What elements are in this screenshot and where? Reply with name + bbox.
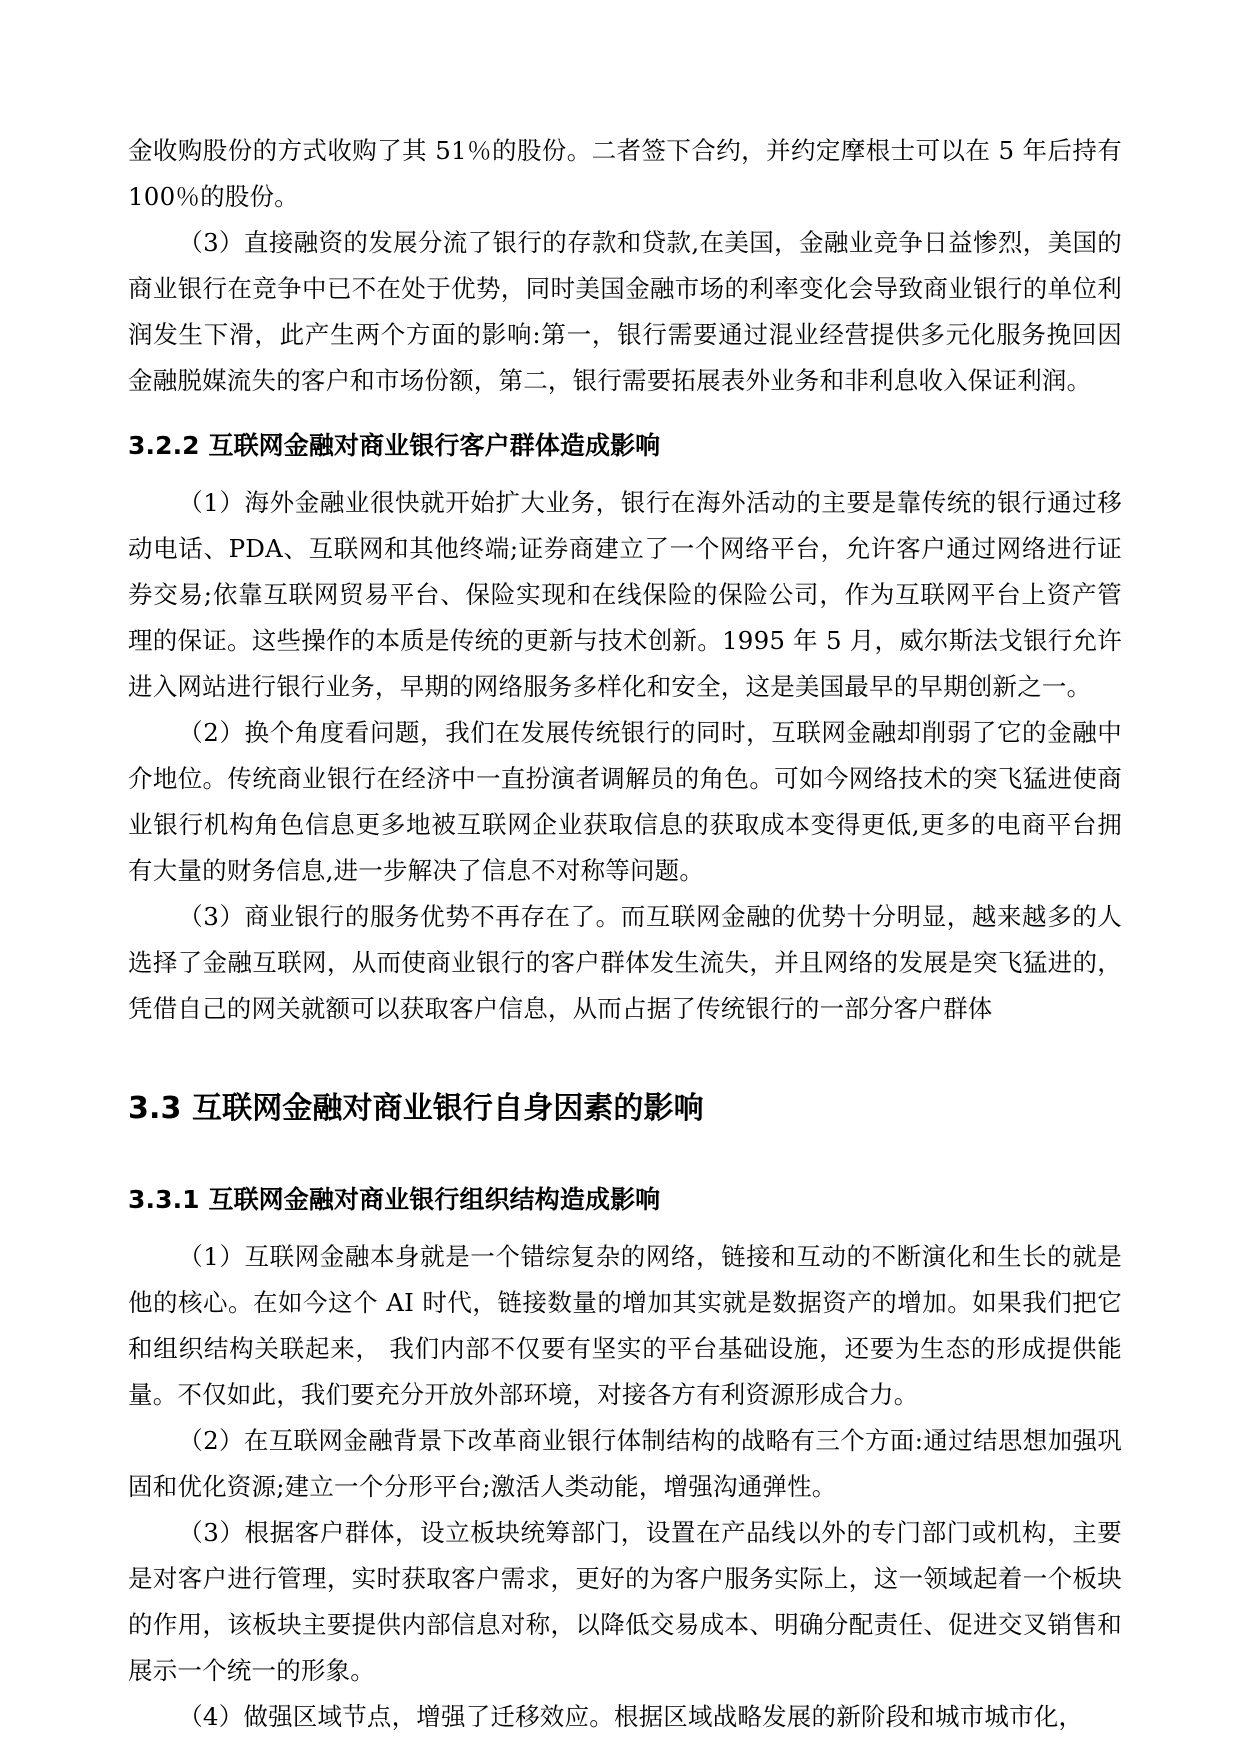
document-body	[128, 128, 1122, 1740]
spacer-after-heading-3-3-1	[128, 1220, 1122, 1234]
paragraph-3-3-1-item-4: （4）做强区域节点，增强了迁移效应。根据区域战略发展的新阶段和城市城市化，	[178, 1702, 1084, 1731]
heading-3-3: 3.3 互联网金融对商业银行自身因素的影响	[128, 1091, 704, 1126]
spacer-before-heading-3-3	[128, 1032, 1122, 1086]
paragraph-3-3-1-item-2: （2）在互联网金融背景下改革商业银行体制结构的战略有三个方面:通过结思想加强巩固和优化资源;建立一个分形平台;激活人类动能，增强沟通弹性。	[128, 1426, 1122, 1501]
paragraph-3-3-1-item-3: （3）根据客户群体，设立板块统筹部门，设置在产品线以外的专门部门或机构，主要是对客户进行管理，实时获取客户需求，更好的为客户服务实际上，这一领域起着一个板块的作用，该板块主要提供内部信息对称，以降低交易成本、明确分配责任、促进交叉销售和展示一个统一的形象。	[128, 1518, 1122, 1685]
heading-3-2-2: 3.2.2 互联网金融对商业银行客户群体造成影响	[128, 431, 661, 460]
paragraph-continued: 金收购股份的方式收购了其 51％的股份。二者签下合约，并约定摩根士可以在 5 年后持有 100％的股份。	[128, 136, 1122, 211]
spacer-after-heading-3-3	[128, 1132, 1122, 1180]
paragraph-3-2-2-item-1: （1）海外金融业很快就开始扩大业务，银行在海外活动的主要是靠传统的银行通过移动电话、PDA、互联网和其他终端;证券商建立了一个网络平台，允许客户通过网络进行证券交易;依靠互联网贸易平台、保险实现和在线保险的保险公司，作为互联网平台上资产管理的保证。这些操作的本质是传统的更新与技术创新。1995 年 5 月，威尔斯法戈银行允许进入网站进行银行业务，早期的网络服务多样化和安全，这是美国最早的早期创新之一。	[128, 488, 1122, 701]
paragraph-3-2-1-item-3: （3）直接融资的发展分流了银行的存款和贷款,在美国，金融业竞争日益惨烈，美国的商业银行在竞争中已不在处于优势，同时美国金融市场的利率变化会导致商业银行的单位利润发生下滑，此产生两个方面的影响:第一，银行需要通过混业经营提供多元化服务挽回因金融脱媒流失的客户和市场份额，第二，银行需要拓展表外业务和非利息收入保证利润。	[128, 228, 1122, 395]
paragraph-3-2-2-item-2: （2）换个角度看问题，我们在发展传统银行的同时，互联网金融却削弱了它的金融中介地位。传统商业银行在经济中一直扮演者调解员的角色。可如今网络技术的突飞猛进使商业银行机构角色信息更多地被互联网企业获取信息的获取成本变得更低,更多的电商平台拥有大量的财务信息,进一步解决了信息不对称等问题。	[128, 718, 1122, 885]
paragraph-3-3-1-item-1: （1）互联网金融本身就是一个错综复杂的网络，链接和互动的不断演化和生长的就是他的核心。在如今这个 AI 时代，链接数量的增加其实就是数据资产的增加。如果我们把它和组织结构关联起来， 我们内部不仅要有坚实的平台基础设施，还要为生态的形成提供能量。不仅如此，我们要充分开放外部环境，对接各方有利资源形成合力。	[128, 1242, 1122, 1409]
spacer-before-heading-3-2-2	[128, 404, 1122, 426]
spacer-after-heading-3-2-2	[128, 466, 1122, 480]
heading-3-3-1: 3.3.1 互联网金融对商业银行组织结构造成影响	[128, 1185, 661, 1214]
paragraph-3-2-2-item-3: （3）商业银行的服务优势不再存在了。而互联网金融的优势十分明显，越来越多的人选择了金融互联网，从而使商业银行的客户群体发生流失，并且网络的发展是突飞猛进的，凭借自己的网关就额可以获取客户信息，从而占据了传统银行的一部分客户群体	[128, 902, 1122, 1023]
